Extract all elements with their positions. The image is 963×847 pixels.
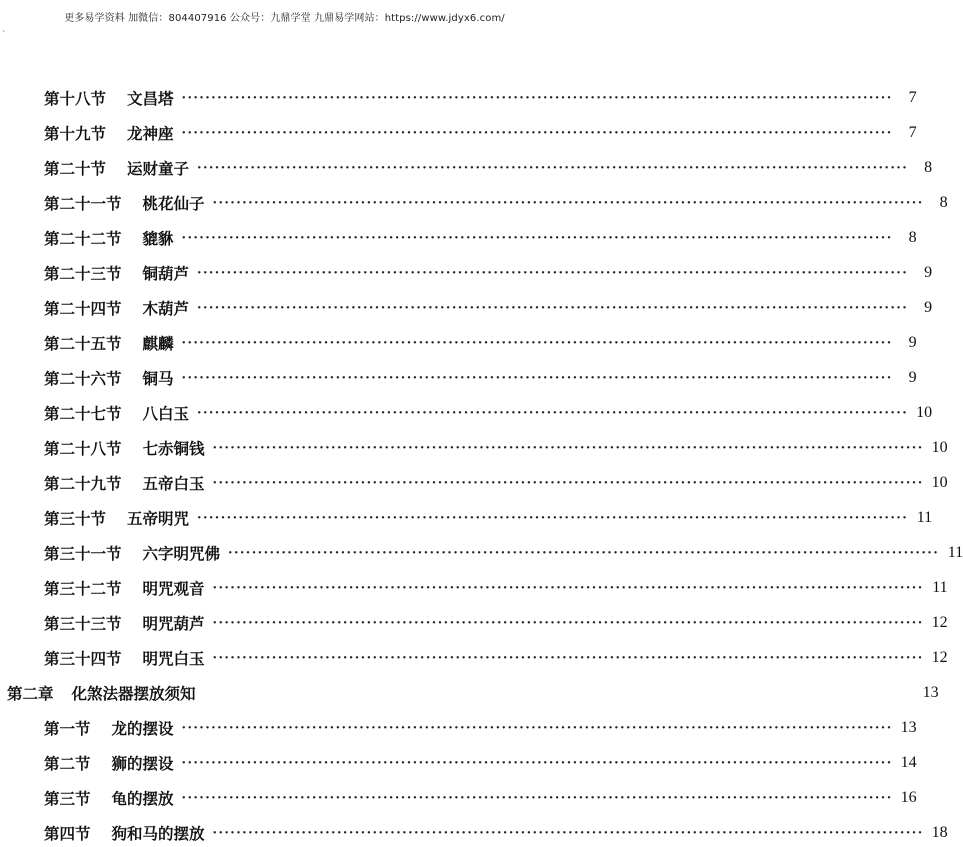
- toc-entry[interactable]: [44, 787, 917, 809]
- toc-chapter-entry[interactable]: [7, 682, 939, 704]
- section-number: 第二十节: [44, 159, 107, 178]
- chapter-number: 第二章: [7, 684, 54, 703]
- section-title: 运财童子: [127, 159, 190, 178]
- section-number: 第二十七节: [44, 404, 122, 423]
- section-number: 第二十二节: [44, 229, 122, 248]
- dot-leader: ························································································································: [181, 230, 893, 246]
- dot-leader: ························································································································: [181, 90, 893, 106]
- toc-entry[interactable]: [44, 577, 948, 599]
- section-title: 八白玉: [142, 404, 190, 423]
- margin-mark: `: [2, 30, 6, 39]
- dot-leader: ························································································································: [212, 650, 924, 666]
- section-number: 第三十节: [44, 509, 107, 528]
- section-title: 桃花仙子: [142, 194, 205, 213]
- page-number: 9: [908, 369, 917, 386]
- section-number: 第十九节: [44, 124, 107, 143]
- toc-entry[interactable]: [44, 752, 917, 774]
- page-number: 12: [931, 649, 948, 666]
- section-number: 第三十三节: [44, 614, 122, 633]
- page-number: 7: [908, 124, 917, 141]
- toc-entry[interactable]: [44, 402, 933, 424]
- toc-entry[interactable]: [44, 437, 948, 459]
- dot-leader: ························································································································: [212, 195, 924, 211]
- page-number: 12: [931, 614, 948, 631]
- page-number: 7: [908, 89, 917, 106]
- toc-entry[interactable]: [44, 542, 963, 564]
- page-number: 13: [900, 719, 917, 736]
- dot-leader: ························································································································: [197, 300, 909, 316]
- page-number: 11: [916, 509, 933, 526]
- toc-entry[interactable]: [44, 367, 917, 389]
- page-number: 9: [924, 299, 933, 316]
- page-number: 10: [916, 404, 933, 421]
- section-title: 狗和马的摆放: [111, 824, 205, 843]
- section-title: 文昌塔: [127, 89, 174, 108]
- page-number: 8: [924, 159, 933, 176]
- dot-leader: ························································································································: [197, 510, 909, 526]
- toc-entry[interactable]: [44, 612, 948, 634]
- section-title: 铜马: [142, 369, 174, 388]
- toc-entry[interactable]: [44, 822, 948, 844]
- toc-entry[interactable]: [44, 507, 933, 529]
- section-number: 第二十一节: [44, 194, 122, 213]
- toc-entry[interactable]: [44, 647, 948, 669]
- page-number: 13: [922, 684, 939, 701]
- toc-entry[interactable]: [44, 297, 933, 319]
- section-title: 明咒葫芦: [142, 614, 205, 633]
- page-number: 16: [900, 789, 917, 806]
- dot-leader: ························································································································: [181, 790, 893, 806]
- toc-entry[interactable]: [44, 472, 948, 494]
- toc-entry[interactable]: [44, 262, 933, 284]
- page-number: 8: [908, 229, 917, 246]
- section-title: 七赤铜钱: [142, 439, 205, 458]
- page-number: 9: [924, 264, 933, 281]
- toc-entry[interactable]: [44, 332, 917, 354]
- section-title: 龙神座: [127, 124, 174, 143]
- dot-leader: ························································································································: [228, 545, 940, 561]
- dot-leader: ························································································································: [181, 720, 893, 736]
- dot-leader: ························································································································: [212, 440, 924, 456]
- page-number: 11: [947, 544, 963, 561]
- toc-entry[interactable]: [44, 122, 917, 144]
- section-title: 貔貅: [142, 229, 174, 248]
- section-title: 六字明咒佛: [142, 544, 221, 563]
- page-number: 10: [931, 474, 948, 491]
- page-number: 10: [931, 439, 948, 456]
- section-title: 五帝白玉: [142, 474, 205, 493]
- page-number: 11: [932, 579, 948, 596]
- page-number: 14: [900, 754, 917, 771]
- toc-entry[interactable]: [44, 192, 948, 214]
- section-number: 第三节: [44, 789, 91, 808]
- section-number: 第二十六节: [44, 369, 122, 388]
- dot-leader: ························································································································: [212, 580, 924, 596]
- toc-entry[interactable]: [44, 87, 917, 109]
- dot-leader: ························································································································: [197, 160, 909, 176]
- page-number: 18: [931, 824, 948, 841]
- page-number: 9: [908, 334, 917, 351]
- dot-leader: ························································································································: [212, 615, 924, 631]
- chapter-title: 化煞法器摆放须知: [71, 684, 196, 703]
- dot-leader: ························································································································: [197, 265, 909, 281]
- section-number: 第二十八节: [44, 439, 122, 458]
- section-title: 五帝明咒: [127, 509, 190, 528]
- section-number: 第二节: [44, 754, 91, 773]
- toc-entry[interactable]: [44, 157, 933, 179]
- section-number: 第一节: [44, 719, 91, 738]
- dot-leader: ························································································································: [181, 755, 893, 771]
- section-title: 龙的摆设: [111, 719, 174, 738]
- section-title: 麒麟: [142, 334, 174, 353]
- section-number: 第三十四节: [44, 649, 122, 668]
- section-number: 第十八节: [44, 89, 107, 108]
- section-title: 铜葫芦: [142, 264, 190, 283]
- section-title: 明咒白玉: [142, 649, 205, 668]
- section-number: 第三十二节: [44, 579, 122, 598]
- dot-leader: ························································································································: [197, 405, 909, 421]
- toc-entry[interactable]: [44, 717, 917, 739]
- dot-leader: ························································································································: [181, 335, 893, 351]
- section-title: 龟的摆放: [111, 789, 174, 808]
- page-number: 8: [939, 194, 948, 211]
- section-number: 第三十一节: [44, 544, 122, 563]
- dot-leader: ························································································································: [181, 370, 893, 386]
- dot-leader: ························································································································: [212, 825, 924, 841]
- section-number: 第二十五节: [44, 334, 122, 353]
- section-title: 明咒观音: [142, 579, 205, 598]
- dot-leader: ························································································································: [212, 475, 924, 491]
- section-number: 第四节: [44, 824, 91, 843]
- dot-leader: ························································································································: [181, 125, 893, 141]
- section-number: 第二十四节: [44, 299, 122, 318]
- page-header-watermark: 更多易学资料 加微信：804407916 公众号：九鼎学堂 九鼎易学网站：https://www.jdyx6.com/: [64, 13, 505, 24]
- section-number: 第二十三节: [44, 264, 122, 283]
- section-number: 第二十九节: [44, 474, 122, 493]
- section-title: 木葫芦: [142, 299, 190, 318]
- toc-entry[interactable]: [44, 227, 917, 249]
- section-title: 狮的摆设: [111, 754, 174, 773]
